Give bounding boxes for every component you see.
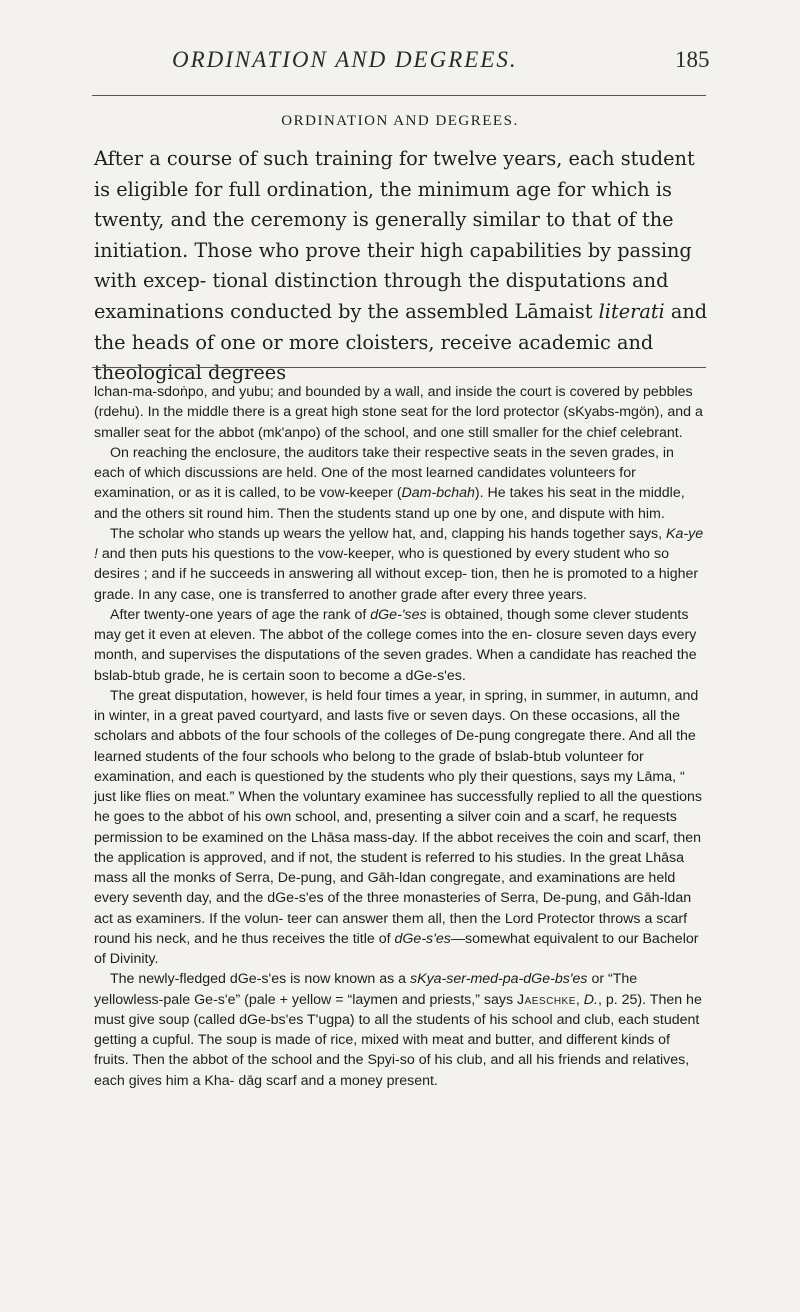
note-line: teer can answer them all, then the Lord Protector throws a scarf round his neck, <box>94 910 688 947</box>
note-line: takes his seat in the middle, and the others sit round him. Then the students stand <box>94 485 685 522</box>
running-title: ORDINATION AND DEGREES. <box>172 47 518 72</box>
note-line: his school and club, each student getting a cupful. The soup is made of rice, mixed <box>94 1011 700 1048</box>
note-line: Divinity. <box>109 951 159 967</box>
note-line: , <box>575 991 584 1008</box>
note-line: three monasteries of Serra, De-pung, and Gāh-ldan act as examiners. If the volun- <box>94 890 692 927</box>
note-line: and he thus receives the title of <box>194 930 395 947</box>
note-line: belong to the grade of bslab-btub volunteer for examination, and each is questioned <box>94 748 644 785</box>
footnote-rule <box>92 367 706 368</box>
note-line: these occasions, all the scholars and abbots of the four schools of the colleges of <box>94 708 680 745</box>
note-line: and scarf, then the application is approved, and if not, the student is referred to <box>94 829 702 866</box>
note-line: , <box>597 991 602 1008</box>
main-line: eligible for full ordination, the minimum age for which is twenty, <box>94 177 672 232</box>
main-paragraph <box>94 144 708 389</box>
main-line: Those who prove their high capabilities by passing with excep- <box>94 238 692 293</box>
italic-term: D. <box>583 991 598 1008</box>
note-line: The great disputation, however, is held four times a year, in spring, in summer, in <box>110 687 616 704</box>
main-line: one or more cloisters, receive academic and theological degrees <box>94 330 654 385</box>
main-line: and the heads of <box>94 299 708 354</box>
italic-term: Dam-bchah <box>401 485 475 502</box>
note-line: by the students who ply their questions, says my Lāma, “ just like flies on meat.” <box>94 768 685 805</box>
note-line: lchan-ma-sdoṅpo, and yubu; and bounded by a wall, and inside the court is covered <box>94 384 621 400</box>
note-paragraph <box>94 605 708 686</box>
header-rule <box>92 95 706 96</box>
note-line: yellowless-pale Ge-s'e” (pale + yellow = “laymen and priests,” says <box>94 991 517 1008</box>
note-line: and one still smaller for the chief celebrant. <box>412 424 683 441</box>
note-line: by pebbles (rdehu). In the middle there is a great high stone seat for the lord <box>94 384 693 421</box>
note-line: De-pung congregate there. And all the learned students of the four schools who <box>94 728 696 765</box>
note-line: dāg scarf and a money present. <box>238 1072 438 1089</box>
note-line: every student who so desires ; and if he succeeds in answering all without excep- <box>94 546 669 583</box>
note-line: says, <box>628 525 667 542</box>
running-header <box>0 47 800 77</box>
page-number: 185 <box>675 47 710 72</box>
note-line: and the Spyi-so of his club, and all his friends and relatives, each gives him a Kha- <box>94 1052 690 1089</box>
note-line: grades, in each of which discussions are held. One of the most learned candidates <box>94 444 674 481</box>
note-line: volunteers for examination, or as it is called, to be vow-keeper ( <box>94 465 636 502</box>
footnote-block <box>94 382 708 1091</box>
note-line: another grade after every three years. <box>348 586 587 603</box>
note-paragraph <box>94 443 708 524</box>
main-line: conducted by the assembled Lāmaist <box>230 299 599 323</box>
note-line: and then puts his questions to the vow-keeper, who is questioned by <box>97 546 531 562</box>
note-line: tion, then he is promoted to a higher grade. In any case, one is transferred to <box>94 566 699 603</box>
note-line: students may get it even at eleven. The abbot of the college comes into the en- <box>94 606 689 643</box>
note-line: ). He <box>474 485 506 502</box>
note-line: a dGe-s'es. <box>393 667 466 684</box>
note-line: permission to be examined on the Lhāsa mass-day. If the abbot receives the coin <box>94 829 604 846</box>
note-line: his studies. In the great Lhāsa mass all the monks of Serra, De-pung, and Gāh-ldan <box>94 849 684 886</box>
main-line: and the ceremony is generally similar to that of the initiation. <box>94 208 674 262</box>
note-line: closure seven days every month, and supervises the disputations of the seven grades. <box>94 627 697 664</box>
note-paragraph <box>94 686 708 970</box>
note-line: or “The <box>587 971 638 988</box>
note-paragraph <box>94 382 708 443</box>
section-heading: ORDINATION AND DEGREES. <box>281 113 519 129</box>
note-line: After twenty-one years of age the rank of <box>110 606 371 623</box>
note-paragraph <box>94 524 708 605</box>
note-line: up one by one, and dispute with him. <box>433 505 665 522</box>
main-line: After a course of such training for twelve years, each student is <box>94 147 695 201</box>
italic-term: Ka-ye ! <box>94 525 704 562</box>
note-line: p. 25). Then he must give soup (called dGe-bs'es T'ugpa) to all the students of <box>94 991 702 1028</box>
italic-term: dGe-'ses <box>370 606 427 623</box>
author-name: Jaeschke <box>517 991 576 1008</box>
note-line: with meat and butter, and different kinds of fruits. Then the abbot of the school <box>94 1032 670 1069</box>
note-line: —somewhat equivalent to our Bachelor of <box>94 930 699 967</box>
note-line: On reaching the enclosure, the auditors take their respective seats in the seven <box>110 444 608 461</box>
note-line: the abbot of his own school, and, presenting a silver coin and a scarf, he requests <box>164 809 677 826</box>
note-line: The newly-fledged dGe-s'es is now known as a <box>110 971 411 988</box>
note-line: is obtained, though some clever <box>426 606 631 623</box>
italic-term: sKya-ser-med-pa-dGe-bs'es <box>410 971 588 988</box>
note-line: congregate, and examinations are held every seventh day, and the dGe-s'es of the <box>94 870 676 907</box>
italic-term: dGe-s'es <box>394 930 451 947</box>
note-line: protector (sKyabs-mgön), and a smaller seat for the abbot (mk'anpo) of the school, <box>94 404 703 441</box>
main-line: tional distinction through the disputations and examinations <box>94 269 669 323</box>
note-line: The scholar who stands up wears the yellow hat, and, clapping his hands together <box>110 525 626 542</box>
italic-term: literati <box>598 299 665 323</box>
note-line: autumn, and in winter, in a great paved courtyard, and lasts five or seven days. On <box>94 687 699 724</box>
note-line: When a candidate has reached the bslab-btub grade, he is certain soon to become <box>94 647 697 684</box>
note-line: When the voluntary examinee has successfully replied to all the questions he goes to <box>94 789 703 826</box>
note-paragraph <box>94 969 708 1091</box>
